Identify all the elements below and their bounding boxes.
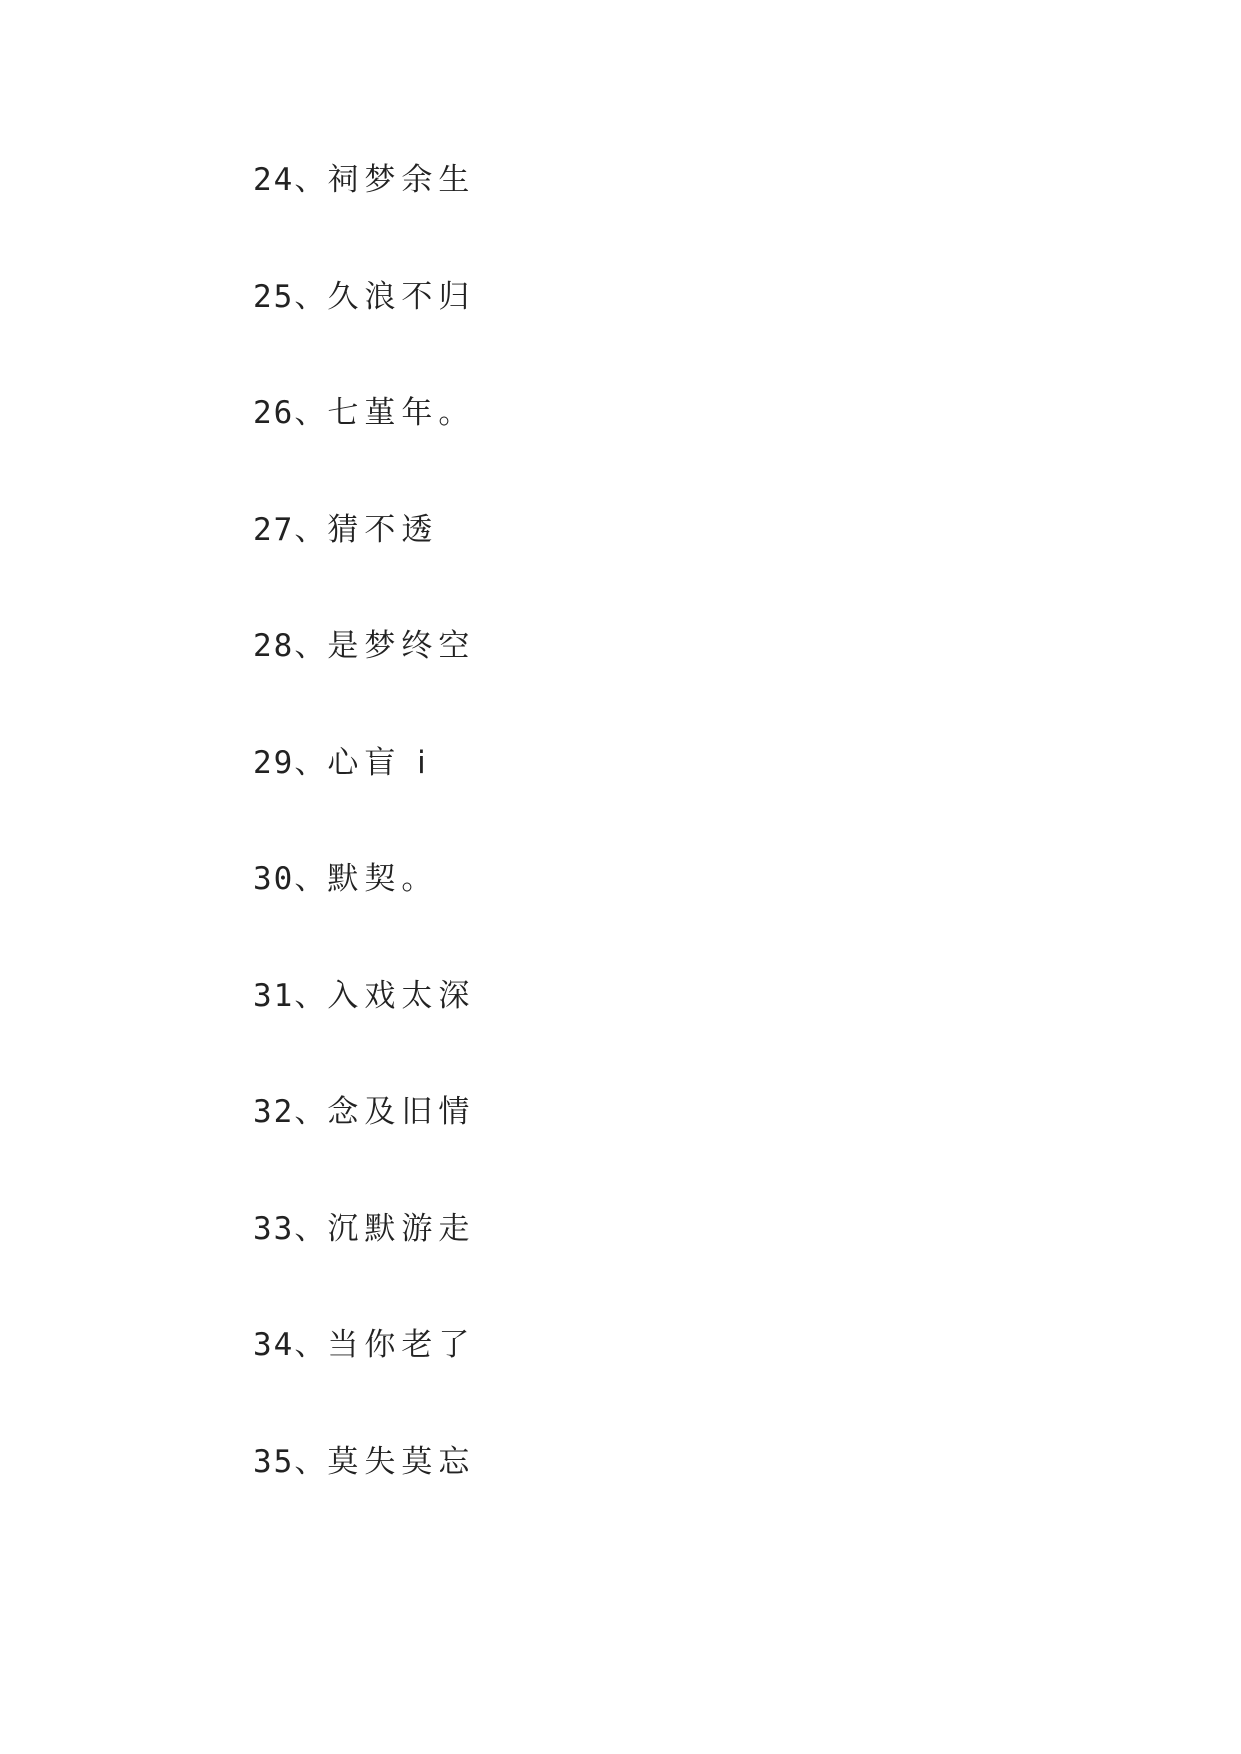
list-item bbox=[253, 976, 475, 1093]
item-number: 34、 bbox=[253, 1327, 328, 1363]
list-item bbox=[253, 277, 475, 394]
list-item bbox=[253, 510, 475, 627]
item-number: 25、 bbox=[253, 278, 328, 315]
item-number: 30、 bbox=[253, 861, 328, 897]
item-text: 莫失莫忘 bbox=[327, 1443, 476, 1480]
item-number: 29、 bbox=[253, 744, 328, 781]
list-item bbox=[253, 1442, 475, 1559]
item-text: 猜不透 bbox=[327, 511, 439, 548]
item-number: 35、 bbox=[253, 1443, 328, 1480]
item-number: 28、 bbox=[253, 628, 328, 664]
list-item bbox=[253, 1209, 475, 1326]
item-text: 沉默游走 bbox=[327, 1210, 476, 1247]
list-item bbox=[253, 1092, 475, 1209]
list-item bbox=[253, 160, 475, 277]
item-text: 心盲 i bbox=[327, 744, 432, 781]
list-item bbox=[253, 1325, 475, 1442]
item-number: 27、 bbox=[253, 511, 328, 548]
item-text: 默契。 bbox=[327, 861, 439, 897]
list-item bbox=[253, 393, 475, 510]
item-text: 念及旧情 bbox=[327, 1094, 476, 1130]
item-number: 32、 bbox=[253, 1094, 328, 1130]
item-text: 当你老了 bbox=[327, 1327, 476, 1363]
item-text: 入戏太深 bbox=[327, 977, 476, 1014]
item-text: 是梦终空 bbox=[327, 628, 476, 664]
list-item bbox=[253, 626, 475, 743]
item-text: 七堇年。 bbox=[327, 395, 476, 431]
item-number: 31、 bbox=[253, 977, 328, 1014]
item-text: 祠梦余生 bbox=[327, 162, 476, 198]
item-text: 久浪不归 bbox=[327, 278, 476, 315]
item-number: 33、 bbox=[253, 1210, 328, 1247]
name-list bbox=[253, 160, 475, 1558]
item-number: 24、 bbox=[253, 162, 328, 198]
list-item bbox=[253, 743, 475, 860]
item-number: 26、 bbox=[253, 395, 328, 431]
list-item bbox=[253, 859, 475, 976]
